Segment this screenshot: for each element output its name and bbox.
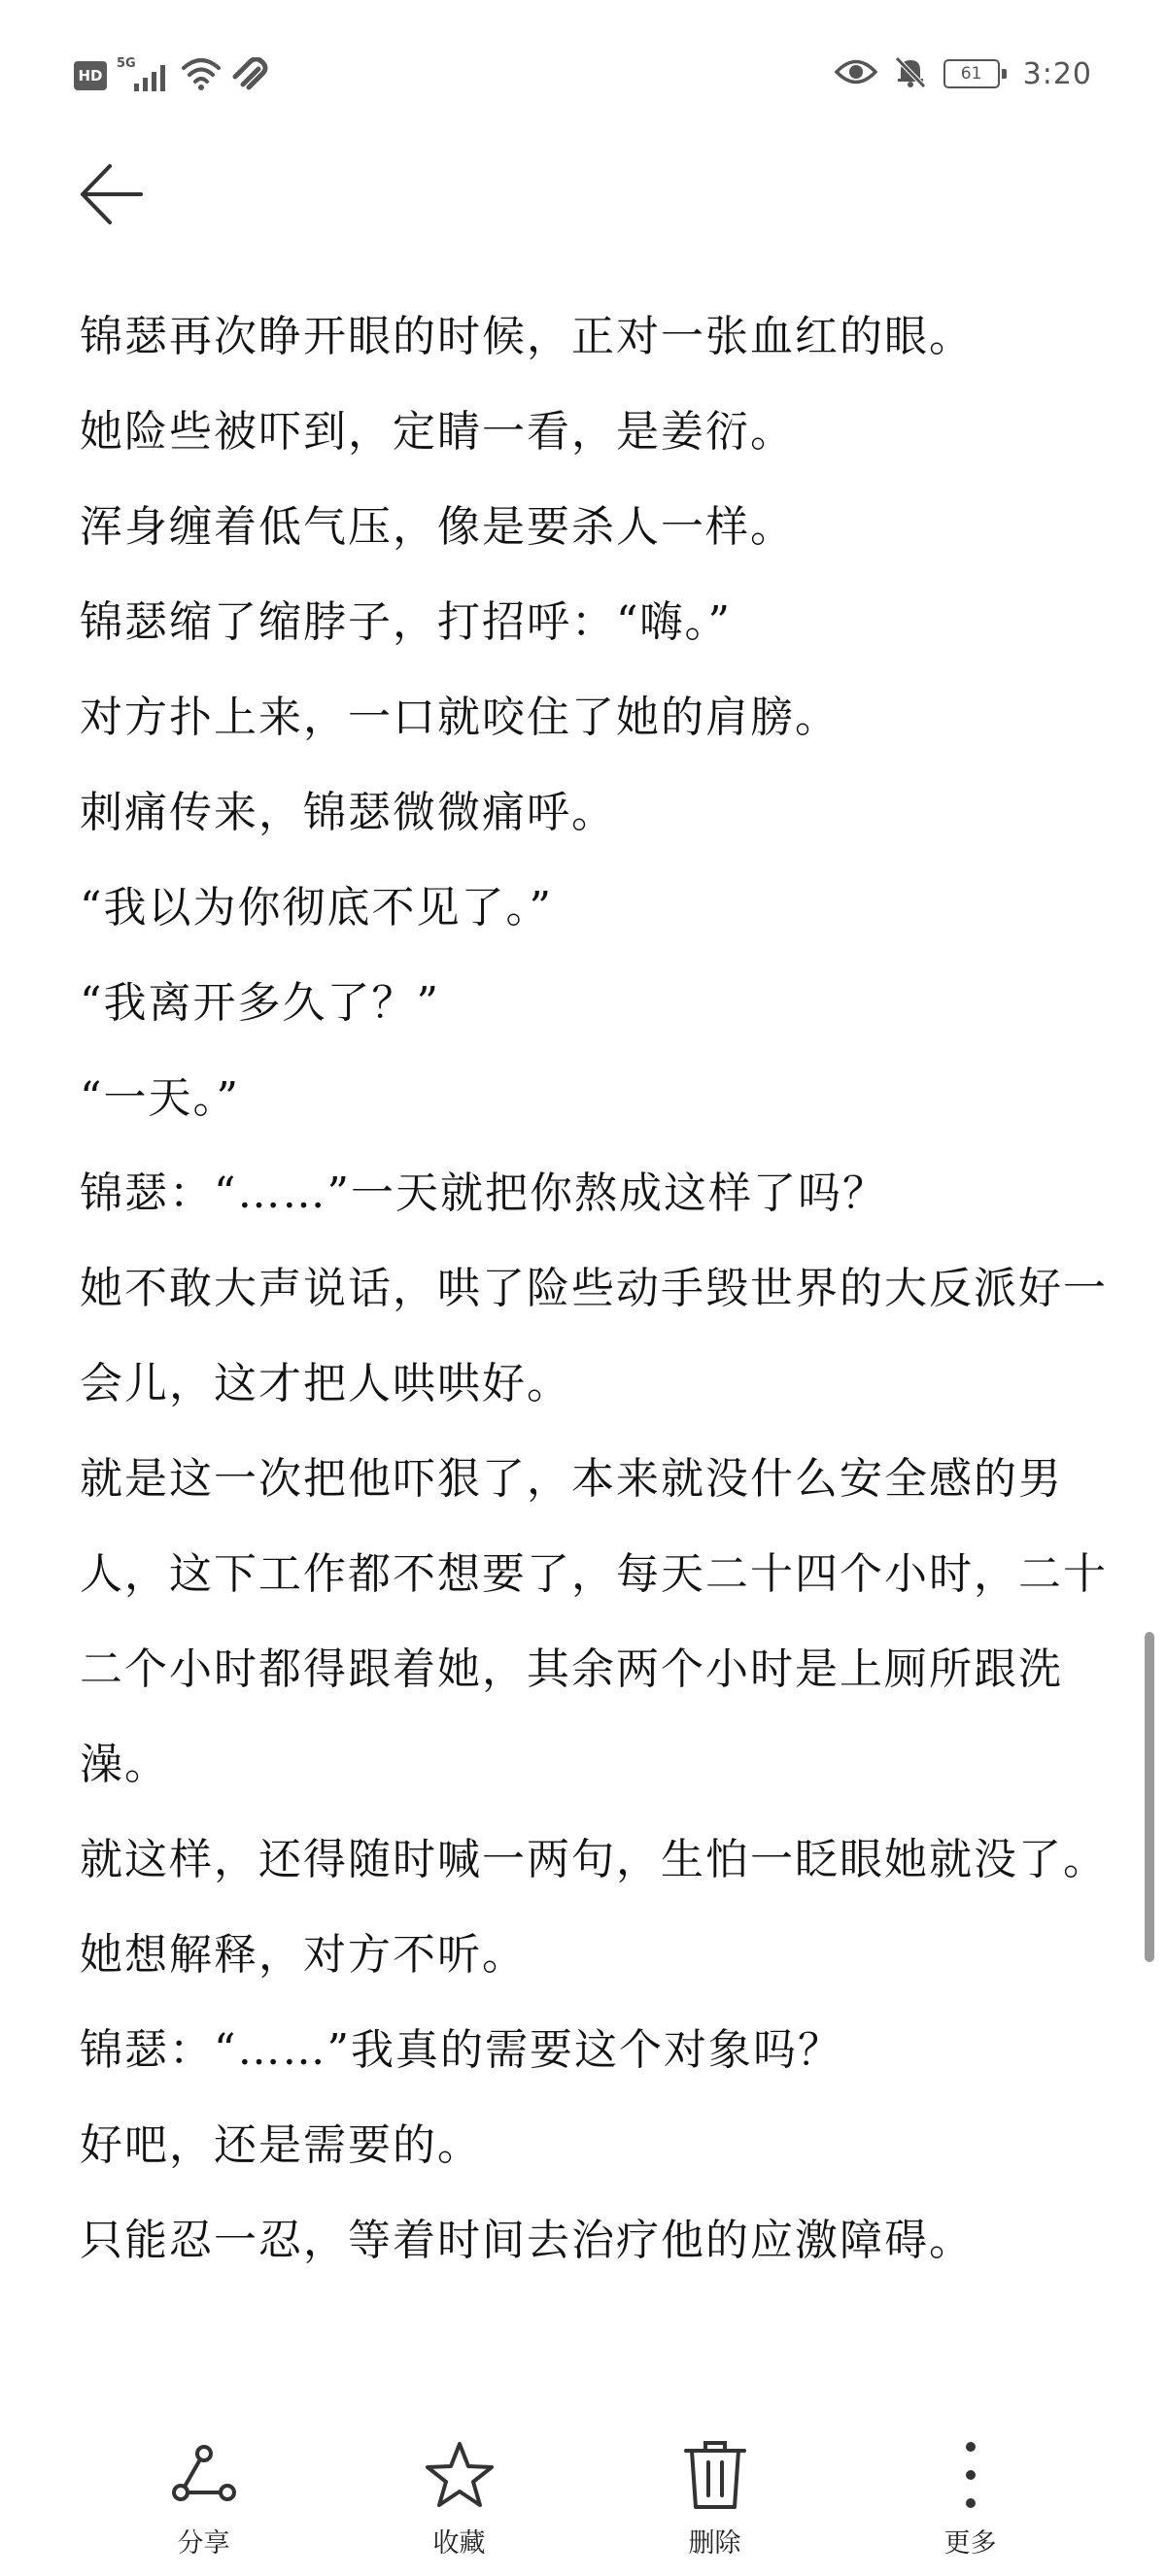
- eye-icon: [835, 57, 877, 90]
- paragraph: “一天。”: [80, 1073, 240, 1123]
- battery-level: 61: [960, 64, 982, 84]
- more-button[interactable]: [842, 2436, 1098, 2576]
- paragraph: 她想解释，对方不听。: [80, 1930, 527, 1980]
- link-status-icon: [231, 57, 270, 94]
- bottom-toolbar: [0, 2436, 1166, 2576]
- more-vertical-icon: [932, 2436, 1010, 2514]
- paragraph: 就是这一次把他吓狠了，本来就没什么安全感的男人，这下工作都不想要了，每天二十四个小时，二十二个小时都得跟着她，其余两个小时是上厕所跟洗澡。: [80, 1454, 1108, 1789]
- share-icon: [165, 2436, 243, 2514]
- delete-label: 删除: [688, 2528, 741, 2559]
- star-icon: [421, 2436, 498, 2514]
- share-label: 分享: [177, 2528, 230, 2559]
- more-label: 更多: [943, 2528, 997, 2559]
- paragraph: 锦瑟再次睁开眼的时候，正对一张血红的眼。: [80, 312, 974, 361]
- scrollbar-thumb[interactable]: [1145, 1632, 1154, 1962]
- note-content: [80, 289, 1110, 2288]
- trash-icon: [676, 2436, 754, 2514]
- paragraph: 锦瑟：“……”一天就把你熬成这样了吗？: [80, 1169, 887, 1218]
- arrow-left-icon: [77, 160, 145, 228]
- status-right: [835, 52, 1092, 95]
- paragraph: “我离开多久了？”: [80, 978, 440, 1028]
- cellular-signal-icon: [117, 58, 171, 93]
- paragraph: 就这样，还得随时喊一两句，生怕一眨眼她就没了。: [80, 1835, 1108, 1884]
- status-time: 3:20: [1022, 56, 1092, 91]
- mute-bell-icon: [893, 54, 928, 93]
- paragraph: 对方扑上来，一口就咬住了她的肩膀。: [80, 693, 840, 742]
- paragraph: “我以为你彻底不见了。”: [80, 883, 553, 932]
- favorite-button[interactable]: [331, 2436, 587, 2576]
- battery-icon: [943, 59, 1000, 88]
- share-button[interactable]: [76, 2436, 331, 2576]
- status-left: [74, 56, 270, 95]
- wifi-icon: [181, 56, 222, 95]
- paragraph: 浑身缠着低气压，像是要杀人一样。: [80, 502, 795, 552]
- paragraph: 刺痛传来，锦瑟微微痛呼。: [80, 788, 616, 837]
- hd-badge: HD: [74, 61, 107, 90]
- paragraph: 好吧，还是需要的。: [80, 2120, 482, 2170]
- paragraph: 锦瑟缩了缩脖子，打招呼：“嗨。”: [80, 597, 732, 647]
- paragraph: 她险些被吓到，定睛一看，是姜衍。: [80, 407, 795, 457]
- back-button[interactable]: [72, 155, 150, 233]
- delete-button[interactable]: [587, 2436, 842, 2576]
- paragraph: 只能忍一忍，等着时间去治疗他的应激障碍。: [80, 2216, 974, 2265]
- status-bar: [0, 0, 1166, 146]
- paragraph: 她不敢大声说话，哄了险些动手毁世界的大反派好一会儿，这才把人哄哄好。: [80, 1264, 1108, 1408]
- network-type-label: 5G: [117, 56, 136, 71]
- favorite-label: 收藏: [432, 2528, 486, 2559]
- paragraph: 锦瑟：“……”我真的需要这个对象吗？: [80, 2025, 842, 2075]
